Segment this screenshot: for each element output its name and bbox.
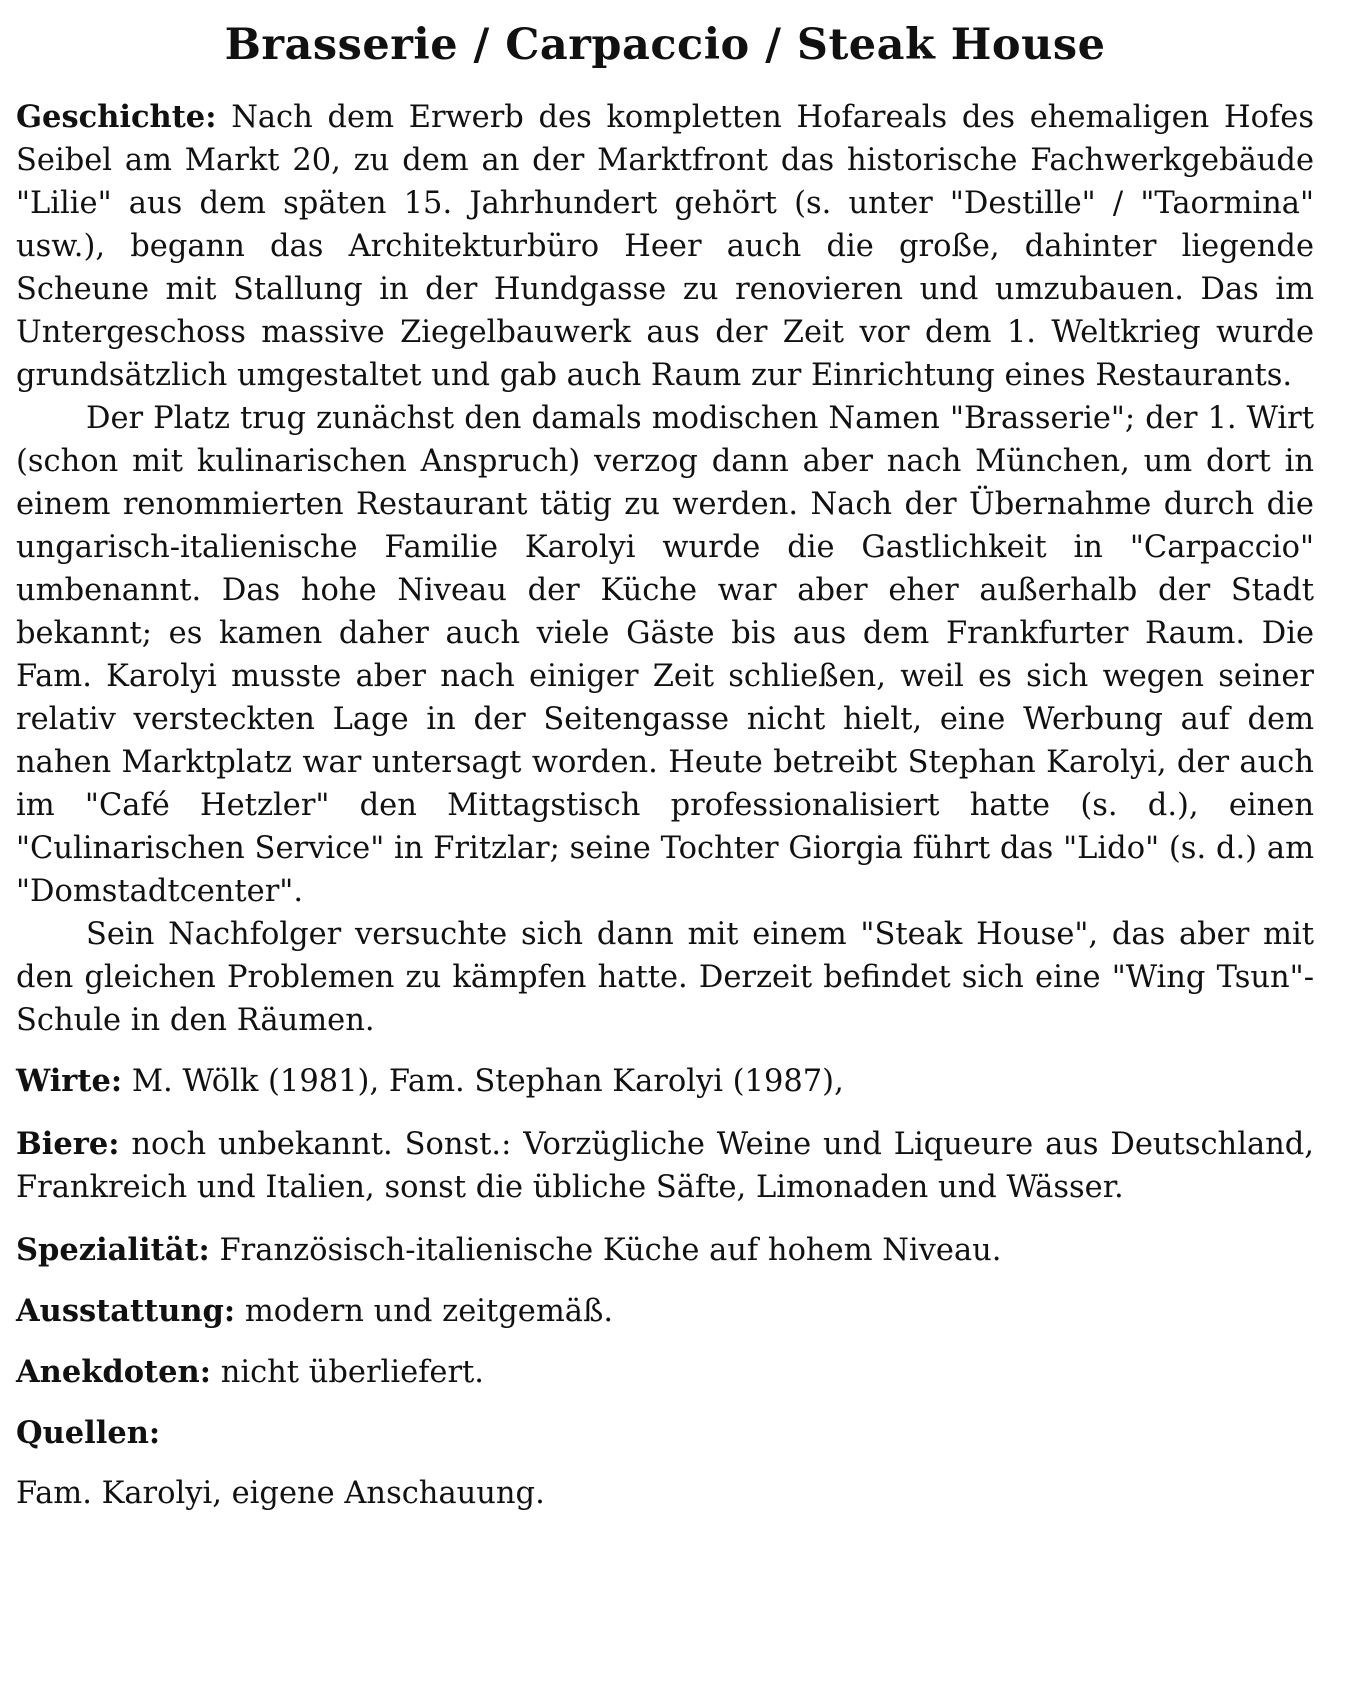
document-page: [16, 0, 1314, 1515]
biere-section: [16, 1123, 1314, 1209]
wirte-text: M. Wölk (1981), Fam. Stephan Karolyi (1987),: [131, 1064, 844, 1099]
quellen-section: [16, 1412, 1314, 1455]
quellen-label: Quellen:: [16, 1415, 161, 1451]
history-text-1: Nach dem Erwerb des kompletten Hofareals des ehemaligen Hofes Seibel am Markt 20, zu dem an der Marktfront das historische Fachwerkgebäude "Lilie" aus dem späten 15. Jahrhundert gehört (s. unter "Destille" / "Taormina" usw.), begann das Architekturbüro Heer auch die große, dahinter liegende Scheune mit Stallung in der Hundgasse zu renovieren und umzubauen. Das im Untergeschoss massive Ziegelbauwerk aus der Zeit vor dem 1. Weltkrieg wurde grundsätzlich umgestaltet und gab auch Raum zur Einrichtung eines Restaurants.: [16, 100, 1314, 393]
history-label: Geschichte:: [16, 99, 217, 135]
quellen-text-section: [16, 1472, 1314, 1515]
anekdoten-section: [16, 1351, 1314, 1394]
wirte-section: [16, 1060, 1314, 1103]
ausstattung-section: [16, 1290, 1314, 1333]
quellen-text: Fam. Karolyi, eigene Anschauung.: [16, 1476, 545, 1511]
biere-text: noch unbekannt. Sonst.: Vorzügliche Weine und Liqueure aus Deutschland, Frankreich und Italien, sonst die übliche Säfte, Limonaden und Wässer.: [16, 1127, 1314, 1205]
page-title: Brasserie / Carpaccio / Steak House: [224, 20, 1106, 70]
spezialitaet-section: [16, 1229, 1314, 1272]
biere-label: Biere:: [16, 1126, 120, 1162]
history-paragraph-2: Der Platz trug zunächst den damals modischen Namen "Brasserie"; der 1. Wirt (schon mit kulinarischen Anspruch) verzog dann aber nach München, um dort in einem renommierten Restaurant tätig zu werden. Nach der Übernahme durch die ungarisch-italienische Familie Karolyi wurde die Gastlichkeit in "Carpaccio" umbenannt. Das hohe Niveau der Küche war aber eher außerhalb der Stadt bekannt; es kamen daher auch viele Gäste bis aus dem Frankfurter Raum. Die Fam. Karolyi musste aber nach einiger Zeit schließen, weil es sich wegen seiner relativ versteckten Lage in der Seitengasse nicht hielt, eine Werbung auf dem nahen Marktplatz war untersagt worden. Heute betreibt Stephan Karolyi, der auch im "Café Hetzler" den Mittagstisch professionalisiert hatte (s. d.), einen "Culinarischen Service" in Fritzlar; seine Tochter Giorgia führt das "Lido" (s. d.) am "Domstadtcenter".: [16, 401, 1314, 909]
anekdoten-label: Anekdoten:: [16, 1354, 211, 1390]
history-paragraph-1: [16, 96, 1314, 397]
history-paragraph-3: Sein Nachfolger versuchte sich dann mit einem "Steak House", das aber mit den gleichen Problemen zu kämpfen hatte. Derzeit befindet sich eine "Wing Tsun"-Schule in den Räumen.: [16, 917, 1314, 1038]
spezialitaet-text: Französisch-italienische Küche auf hohem Niveau.: [219, 1233, 1002, 1268]
wirte-label: Wirte:: [16, 1063, 123, 1099]
history-section: [16, 96, 1314, 1042]
ausstattung-label: Ausstattung:: [16, 1293, 236, 1329]
spezialitaet-label: Spezialität:: [16, 1232, 210, 1268]
ausstattung-text: modern und zeitgemäß.: [244, 1294, 614, 1329]
anekdoten-text: nicht überliefert.: [220, 1355, 484, 1390]
